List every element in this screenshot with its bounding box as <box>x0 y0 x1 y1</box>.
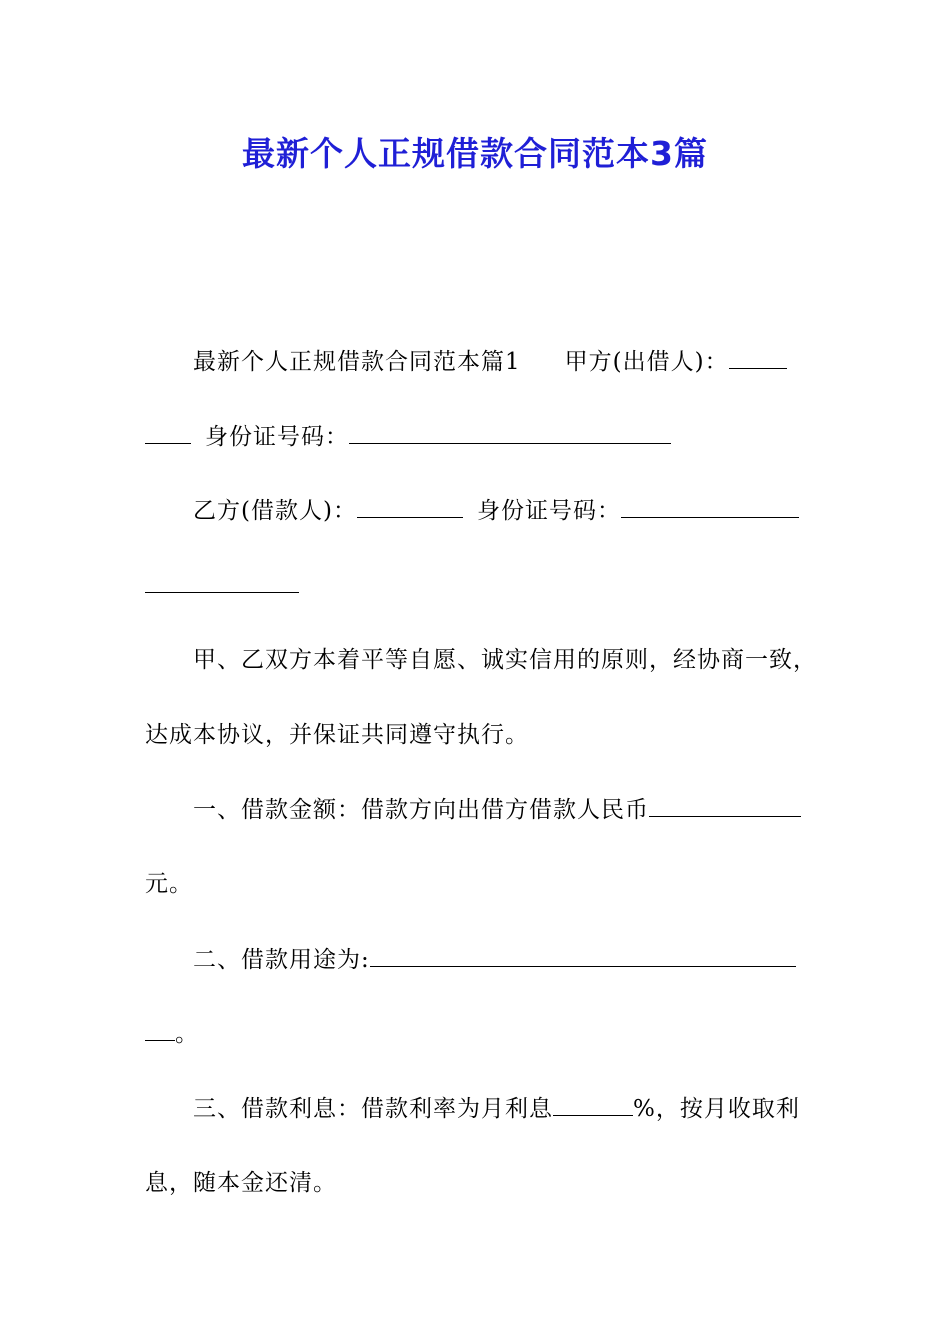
section-heading: 最新个人正规借款合同范本篇1 <box>193 349 521 375</box>
paragraph-line-7 <box>193 794 801 825</box>
paragraph-line-3 <box>193 495 799 526</box>
amount-blank <box>649 794 801 817</box>
borrower-name-blank <box>357 495 463 518</box>
document-title: 最新个人正规借款合同范本3篇 <box>242 134 708 173</box>
lender-name-blank <box>729 346 787 369</box>
borrower-id-label: 身份证号码： <box>476 498 621 524</box>
clause-interest-end: 息，随本金还清。 <box>145 1170 337 1196</box>
clause-purpose: 二、借款用途为: <box>193 947 370 973</box>
paragraph-line-6 <box>145 720 529 750</box>
clause-purpose-end: 。 <box>175 1021 199 1047</box>
lender-id-label: 身份证号码： <box>205 424 349 450</box>
paragraph-line-5 <box>193 645 817 675</box>
agreement-text: 甲、乙双方本着平等自愿、诚实信用的原则，经协商一致， <box>193 647 817 673</box>
paragraph-line-8 <box>145 869 193 899</box>
agreement-text-cont: 达成本协议，并保证共同遵守执行。 <box>145 722 529 748</box>
clause-interest-cont: %，按月收取利 <box>633 1096 800 1122</box>
paragraph-line-1 <box>193 346 787 377</box>
paragraph-line-11 <box>193 1093 800 1124</box>
purpose-blank <box>370 944 796 967</box>
paragraph-line-2 <box>145 421 671 452</box>
clause-amount: 一、借款金额：借款方向出借方借款人民币 <box>193 797 649 823</box>
lender-name-blank-cont <box>145 421 191 444</box>
lender-label: 甲方(出借人)： <box>564 349 729 375</box>
paragraph-line-9 <box>193 944 796 975</box>
lender-id-blank <box>349 421 671 444</box>
paragraph-line-10 <box>145 1018 199 1049</box>
interest-rate-blank <box>553 1093 633 1116</box>
borrower-id-blank <box>621 495 799 518</box>
clause-interest: 三、借款利息：借款利率为月利息 <box>193 1096 553 1122</box>
paragraph-line-12 <box>145 1168 337 1198</box>
clause-amount-unit: 元。 <box>145 871 193 897</box>
paragraph-line-4 <box>145 570 299 601</box>
borrower-label: 乙方(借款人)： <box>193 498 357 524</box>
borrower-id-blank-cont <box>145 570 299 593</box>
purpose-blank-cont <box>145 1018 175 1041</box>
